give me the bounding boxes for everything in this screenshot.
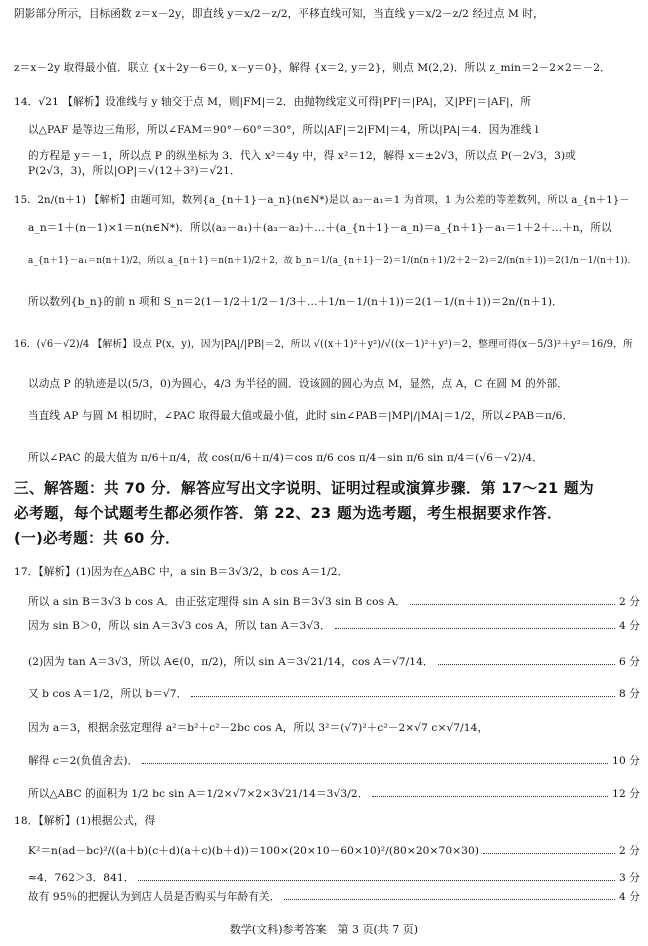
text-line: z＝x－2y 取得最小值．联立 {x＋2y－6＝0, x－y＝0}，解得 {x＝2, y＝2}，则点 M(2,2)．所以 z_min＝2－2×2＝－2． <box>14 62 611 74</box>
dot-leader <box>138 880 615 881</box>
scored-line-text: (2)因为 tan A＝3√3，所以 A∈(0，π/2)，所以 sin A＝3√21/14，cos A＝√7/14． <box>28 656 434 668</box>
section-title: 必考题，每个试题考生都必须作答．第 22、23 题为选考题，考生根据要求作答． <box>14 505 562 522</box>
points-label: 3 分 <box>618 872 640 884</box>
text-line: 所以数列{b_n}的前 n 项和 S_n＝2(1－1/2＋1/2－1/3＋…＋1/n－1/(n＋1))＝2(1－1/(n＋1))＝2n/(n＋1)． <box>28 296 563 308</box>
scored-line <box>28 620 640 633</box>
points-label: 8 分 <box>618 688 640 700</box>
scored-line <box>28 788 640 801</box>
scored-line-text: 又 b cos A＝1/2，所以 b＝√7． <box>28 688 188 700</box>
scored-line <box>28 845 640 858</box>
question-17-head: 17．【解析】(1)因为在△ABC 中，a sin B＝3√3/2，b cos A＝1/2． <box>14 566 349 578</box>
text-line: 15．2n/(n＋1) 【解析】由题可知，数列{a_{n＋1}－a_n}(n∈N*)是以 a₂－a₁＝1 为首项，1 为公差的等差数列，所以 a_{n＋1}－ <box>14 195 630 206</box>
points-label: 6 分 <box>618 656 640 668</box>
scored-line-text: 所以△ABC 的面积为 1/2 bc sin A＝1/2×√7×2×3√21/14＝3√3/2． <box>28 788 369 800</box>
scored-line <box>28 596 640 609</box>
text-line: 的方程是 y＝－1，所以点 P 的纵坐标为 3．代入 x²＝4y 中，得 x²＝12，解得 x＝±2√3，所以点 P(－2√3，3)或 <box>28 150 576 162</box>
dot-leader <box>284 899 615 900</box>
subsection-title: (一)必考题：共 60 分． <box>14 530 181 547</box>
scored-line <box>28 688 640 701</box>
points-label: 12 分 <box>612 788 640 800</box>
points-label: 10 分 <box>612 755 640 767</box>
scored-line-text: 故有 95％的把握认为到店人员是否购买与年龄有关． <box>28 891 281 903</box>
scored-line-text: 解得 c＝2(负值舍去)． <box>28 755 139 767</box>
question-18-head: 18．【解析】(1)根据公式，得 <box>14 815 156 827</box>
scored-line <box>28 872 640 885</box>
dot-leader <box>335 628 615 629</box>
scored-line-text: 所以 a sin B＝3√3 b cos A．由正弦定理得 sin A sin B＝3√3 sin B cos A． <box>28 596 407 608</box>
text-line: 因为 a＝3，根据余弦定理得 a²＝b²＋c²－2bc cos A，所以 3²＝(√7)²＋c²－2×√7 c×√7/14， <box>28 722 489 734</box>
text-line: 14．√21 【解析】设准线与 y 轴交于点 M，则|FM|＝2．由抛物线定义可得|PF|＝|PA|，又|PF|＝|AF|，所 <box>14 96 532 108</box>
scored-line-text: K²＝n(ad－bc)²/((a＋b)(c＋d)(a＋c)(b＋d))＝100×(20×10－60×10)²/(80×20×70×30) <box>28 845 480 857</box>
scored-line-text: ≈4．762＞3．841． <box>28 872 135 884</box>
scored-line-text: 因为 sin B＞0，所以 sin A＝3√3 cos A，所以 tan A＝3√3． <box>28 620 331 632</box>
text-line: 所以∠PAC 的最大值为 π/6＋π/4，故 cos(π/6＋π/4)＝cos π/6 cos π/4－sin π/6 sin π/4＝(√6－√2)/4． <box>28 452 543 464</box>
points-label: 2 分 <box>618 596 640 608</box>
dot-leader <box>191 696 615 697</box>
text-line: P(2√3，3)，所以|OP|＝√(12＋3²)＝√21． <box>28 165 241 177</box>
text-line: 以动点 P 的轨迹是以(5/3，0)为圆心，4/3 为半径的圆．设该圆的圆心为点 M，显然，点 A，C 在圆 M 的外部． <box>28 378 568 390</box>
dot-leader <box>142 763 608 764</box>
dot-leader <box>438 664 615 665</box>
scored-line <box>28 755 640 768</box>
scored-line <box>28 656 640 669</box>
text-line: 16．(√6－√2)/4 【解析】设点 P(x，y)，因为|PA|/|PB|＝2，所以 √((x＋1)²＋y²)/√((x－1)²＋y²)＝2，整理可得(x－5/3)²＋y²＝16/9，所 <box>14 339 633 350</box>
page-footer: 数学(文科)参考答案 第 3 页(共 7 页) <box>229 923 419 936</box>
dot-leader <box>483 853 615 854</box>
dot-leader <box>372 796 608 797</box>
points-label: 2 分 <box>618 845 640 857</box>
dot-leader <box>410 604 615 605</box>
text-line: a_n＝1＋(n－1)×1＝n(n∈N*)．所以(a₂－a₁)＋(a₃－a₂)＋…＋(a_{n＋1}－a_n)＝a_{n＋1}－a₁＝1＋2＋…＋n，所以 <box>28 222 612 234</box>
text-line: a_{n＋1}－a₁＝n(n＋1)/2，所以 a_{n＋1}＝n(n＋1)/2＋2，故 b_n＝1/(a_{n＋1}－2)＝1/(n(n＋1)/2＋2－2)＝2/(n(n＋1))＝2(1/n－1/(n＋1))． <box>28 256 637 266</box>
section-title: 三、解答题：共 70 分．解答应写出文字说明、证明过程或演算步骤．第 17～21 题为 <box>14 480 595 497</box>
scored-line <box>28 891 640 904</box>
points-label: 4 分 <box>618 891 640 903</box>
text-line: 阴影部分所示，目标函数 z＝x－2y，即直线 y＝x/2－z/2，平移直线可知，当直线 y＝x/2－z/2 经过点 M 时， <box>14 8 544 20</box>
text-line: 当直线 AP 与圆 M 相切时，∠PAC 取得最大值或最小值，此时 sin∠PAB＝|MP|/|MA|＝1/2，所以∠PAB＝π/6． <box>28 410 574 422</box>
points-label: 4 分 <box>618 620 640 632</box>
text-line: 以△PAF 是等边三角形，所以∠FAM＝90°－60°＝30°，所以|AF|＝2|FM|＝4，所以|PA|＝4．因为准线 l <box>28 124 539 136</box>
